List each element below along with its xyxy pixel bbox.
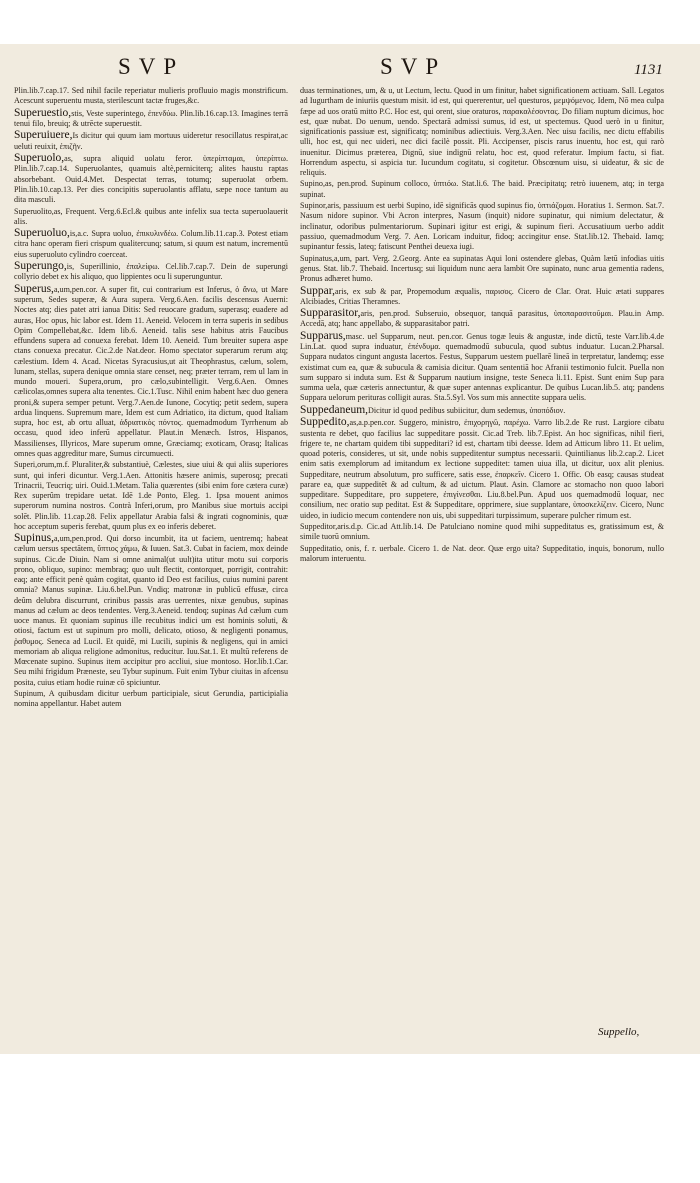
dictionary-entry: [300, 201, 664, 252]
dictionary-entry: [14, 130, 288, 152]
entry-text: Supinatus,a,um, part. Verg. 2.Georg. Ante ea supinatas Aqui loni ostendere glebas, Quàm lætū infodias uitis genus. Stat. lib.7. Thebaid. Incertusq; sui liquidum nunc aera lambit Ore supinato, nunc arua gementia radens, Pronus adhæret humo.: [300, 253, 664, 284]
entry-text: Dicitur id quod pedibus subiicitur, dum sedemus, ὑποπόδιον.: [368, 405, 566, 415]
dictionary-entry: [300, 179, 664, 200]
left-column: [14, 86, 288, 711]
dictionary-entry: [14, 86, 288, 107]
dictionary-entry: [300, 286, 664, 308]
dictionary-entry: [14, 207, 288, 228]
entry-headword: Supparasitor,: [300, 307, 361, 320]
entry-text: Suppeditatio, onis, f. r. uerbale. Cicero 1. de Nat. deor. Quæ ergo uita? Suppeditatio, inquis, bonorum, nullo malorum interuentu.: [300, 543, 664, 563]
dictionary-entry: [300, 86, 664, 178]
entry-headword: Superuestio,: [14, 106, 72, 119]
entry-headword: Superuoluo,: [14, 227, 70, 240]
entry-text: duas terminationes, um, & u, ut Lectum, lectu. Quod in um finitur, habet significationem actiuam. Sall. Legatos ad Iugurtham de iniuriis questum misit. id est, qui quererentur, uel questuros, μεμψόμενος. Idem, Nō mea culpa fæpe ad uos oratū mitto P.C. Hoc est, qui orent, siue oraturos, παρακαλέσοντας. Do filiam nuptum dicimus, hoc est, quæ nubat. Do uenum, uendo. Spectarā admissi sumus, id est, ut spectemus. Quod uerò in u finitur, significationis passiuæ est, significatq; nominibus adiectiuis. Verg.3.Aen. Nec uisu facilis, nec dictu effabilis ulli, hoc est, qui nec uideri, nec dici facilè possit. Pli. Accipenser, piscis rarus inuentu, hoc est, qui rarò inuenitur. Dicimus præterea, Dignū, siue indignū relatu, hoc est, quod referatur. Impium factu, si fiat. Horrendum aspectu, si aspicia tur. Iucundum cogitatu, si cogitetur. Obscœnum uisu, si uideatur, & sic de reliquis.: [300, 86, 664, 177]
entry-text: aris, ex sub & par, Propemodum æqualis, παρισος. Cicero de Clar. Orat. Huic ætati suppares Alcibiades, Critias Theramnes.: [300, 286, 664, 306]
entry-headword: Suppedito,: [300, 416, 350, 429]
entry-text: Is dicitur qui quum iam mortuus uideretur resocillatus respirat,ac ueluti reuixit, ἐπιζῆν.: [14, 131, 288, 151]
entry-text: Plin.lib.7.cap.17. Sed nihil facile reperiatur mulieris profluuio magis monstrificum. Acescunt superuentu musta, sterilescunt tactæ fruges,&c.: [14, 86, 288, 106]
entry-text: Suppeditor,aris.d.p. Cic.ad Att.lib.14. De Patulciano nomine quod mihi suppeditatus es, gratissimum est, & simile tuorū omnium.: [300, 521, 664, 542]
dictionary-entry: [14, 228, 288, 260]
dictionary-entry: [300, 331, 664, 404]
entry-headword: Suppedaneum,: [300, 403, 369, 416]
entry-text: is, Superillinio, ἐπαλείφω. Cel.lib.7.cap.7. Dein de superungi collyrio debet ex his aliquo, quo lippientes ocu li superunguntur.: [14, 262, 288, 282]
running-header: [0, 50, 700, 86]
entry-text: Supino,as, pen.prod. Supinum colloco, ὑπτιόω. Stat.li.6. The baid. Præcipitatq; retrò iuuenem, atq; in terga supinat.: [300, 179, 664, 199]
dictionary-entry: [14, 261, 288, 283]
entry-headword: Supinus,: [14, 532, 54, 545]
entry-headword: Superus,: [14, 282, 54, 295]
entry-text: Supinor,aris, passiuum est uerbi Supino, idē significās quod supinus fio, ὑπτιάζομαι. Horatius 1. Sermon. Sat.7. Nasum nidore supinor. Vbi Acron interpres, Nasum (inquit) nidore supinatur, qui nimium delectatur, & inclinatur, odoribus pulmentariorum. Supinari igitur est erigi, & supinum fieri. Accusatiuum uerbo addit passiuo, quemadmodum Verg. 7. Aen. Loricam induitur, fidoq; accingitur ense. Stat.lib.12. Thebaid. Iamq; supinantur fessis, lateq; fatiscunt Penthei deuexa iugi.: [300, 201, 664, 252]
catchword: Suppello,: [598, 1026, 640, 1038]
dictionary-entry: [14, 108, 288, 130]
dictionary-entry: [300, 308, 664, 330]
dictionary-entry: [14, 533, 288, 688]
dictionary-entry: [14, 153, 288, 205]
running-head-left: SVP: [118, 54, 185, 79]
right-column: [300, 86, 664, 565]
entry-text: aris, pen.prod. Subseruio, obsequor, tanquā parasitus, ὑποπαρασιτοῦμαι. Plau.in Amp. Accedā, atq; hanc appellabo, & supparasitabor patri.: [300, 309, 664, 329]
entry-text: masc. uel Supparum, neut. pen.cor. Genus togæ leuis & angustæ, inde dictū, teste Varr.lib.4.de Lin.Lat. quod supra induatur, ἐπένδυμα. quemadmodū subucula, quod subtus induatur. Lucan.2.Pharsal. Suppara nudatos cingunt angusta lacertos. Festus, Supparum uestem puellarē lineā in terpretatur, landemq; esse existimat cum ea, quæ & subucula & camisia dicitur. Quam sententiā hoc Afranii testimonio fulcit. Puella non sum supparo si induta sum. Est & Supparum nautium insigne, teste Seneca li.11. Epist. Sunt enim Sup para summa uela, quæ cæteris annectuntur, & quæ super antennas explicantur. De quibus Lucan.lib.5. atq; pandens Suppara uelorum perituras colligit auras. Sta.5.Syl. Vos sum mis annectite suppara uelis.: [300, 331, 664, 403]
entry-text: as, supra aliquid uolatu feror. ὑπερίπταμαι, ὑπερίπτω. Plin.lib.7.cap.14. Superuolantes, quamuis altè,perniciterq; alites haustu raptas absorbebant. Ouid.4.Met. Despectat terras, totumq; superuolat orbem. Plin.lib.10.cap.13. Per dies concipitis superuolantis afflatu, sæpe noce tantum au dita masculi.: [14, 154, 288, 205]
entry-text: a,um,pen.cor. A super fit, cui contrarium est Inferus, ὁ ἄνω, ut Mare superum, Sedes superæ, & Aura supera. Verg.6.Aen. facilis descensus Auerni: Noctes atq; dies patet atri ianua Ditis: Sed reuocare gradum, superasq; euadere ad auras, Hoc opus, hic labor est. Idem 11. Aeneid. Velocem in terra superis in sedibus Opim Compellebat,&c. Idem lib.6. Aeneid. talis sese habitus atris Faucibus effundens supera ad conuexa ferebat. Idem 10. Aeneid. Tum breuiter supera aspe ctans conuexa precatur. Cic.2.de Nat.deor. Homo spectator superarum rerum atq; cælestium. Idem 4. Acad. Nicetas Syracusius,ut ait Theophrastus, cælum, solem, lunam, stellas, supera denique omnia stare censet, neq; præter terram, rem ul lam in mundo moueri. Supera,orum, pro cælo,subintelligit. Verg.6.Aen. Omnes cælicolas,omnes supera alta tenentes. Cic.1.Tusc. Nihil enim habent hæc duo genera proni,& supera semper petunt. Verg.7.Aen.de Iunone, Cocytiq; petit sedem, supera ardua linquens. Supremum mare, Idem est cum Adriatico, ita dictum, quod Italiam supra, hoc est, ab ortu alluat, ἀδριατικὸς πόντος. quemadmodum Tyrrhenum ab occasu, quod ideo inferū appellatur. Plaut.in Menæch. Istros, Hispanos, Massilienses, Illyricos, Mare superum omne, Græciamq; exoticam, Orasq; Italicas omnes quas aggreditur mare, Sumus circumuecti.: [14, 284, 288, 458]
entry-headword: Superungo,: [14, 260, 67, 273]
dictionary-entry: [14, 284, 288, 459]
dictionary-entry: [300, 544, 664, 565]
running-head-right: SVP: [380, 54, 447, 79]
entry-text: Superi,orum,m.f. Pluraliter,& substantiuè, Cælestes, siue uiui & qui aliis superiores sunt, qui inferi dicuntur. Verg.1.Aen. Attonitis hæsere animis, superosq; precati Trinacrii, Teucriq; uiri. Ouid.1.Metam. Talia quærentes (sibi enim fore cætera curæ) Rex superûm trepidare uetat. Idē 1.de Ponto, Eleg. 1. Ipsa mouent animos superorum numina nostros. Contrà Inferi,orum, pro Manibus siue mortuis accipi solēt. Plin.lib. 11.cap.28. Felix appellatur Arabia falsi & ingrati cognominis, quæ hoc acceptum superis ferebat, quum plus ex eo inferis deberet.: [14, 460, 288, 531]
dictionary-entry: [300, 405, 664, 416]
entry-text: is,a.c. Supra uoluo, ἐπικυλινδέω. Colum.lib.11.cap.3. Potest etiam citra hanc operam fieri crispum qualitercunq; satum, si quum est natum, incrementū eius superuoluto cylindro coerceat.: [14, 229, 288, 259]
entry-text: a,um,pen.prod. Qui dorso incumbit, ita ut faciem, uentremq; habeat cælum uersus spectātem, ὕπτιος χάμω, & Iuuen. Sat.3. Cubat in faciem, mox deinde supinus. Cic.de Diuin. Nam si omne animal(ut uult)ita utitur motu sui corporis prono, obliquo, supino: membraq; quo uult flectit, contorquet, porrigit, contrahit: eaq; ante efficit penè quàm cogitat, quanto id Deo est facilius, cuius numini parent omnia? Manus supinæ. Liu.6.bel.Pun. Vndiq; matronæ in publicū effusæ, circa deûm delubra discurrunt, crinibus passis aras uerrentes, nixæ genubus, supinas manus ad cælum ac deos tendentes. Verg.3.Aeneid. tendoq; supinas Ad cælum cum uoce manus. Et quoniam supinus ille recubitus indici um est hominis soluti, & otiosi, factum est ut supinum pro molli, delicato, otioso, & negligenti ponamus, ῥαθυμος. Seneca ad Lucil. Et quidē, mi Lucili, supinis & negligens, qui in amici memoriam ab aliqua religione admonitus, reducitur. Iuu.Sat.1. Et multū referens de Mœcenate supino. Supinus item accipitur pro accliui, siue montoso. Hor.lib.1.Car. Seu mihi frigidum Præneste, seu Tybur supinum. Fuit enim Tybur ciuitas in afcensu posita, cuius etiam hodie ruinæ cō spiciuntur.: [14, 534, 288, 687]
dictionary-entry: [300, 522, 664, 543]
entry-headword: Superuiuere,: [14, 129, 73, 142]
entry-text: Supinum, A quibusdam dicitur uerbum participiale, sicut Gerundia, participialia nomina appellantur. Habet autem: [14, 689, 288, 709]
entry-headword: Supparus,: [300, 329, 346, 342]
dictionary-entry: [14, 689, 288, 710]
dictionary-entry: [300, 417, 664, 521]
dictionary-entry: [300, 254, 664, 285]
page-number: 1131: [634, 62, 663, 78]
entry-text: as,a.p.pen.cor. Suggero, ministro, ἐπιχορηγῶ, παρέχω. Varro lib.2.de Re rust. Largiore cibatu sustenta re debet, quo facilius lac suppeditare possit. Cic.ad Treb. lib.7.Epist. An hoc significas, nihil fieri, frigere te, ne chartam quidem tibi suppeditari? id est, chartam tibi deesse. Idem ad Atticum libro 11. Et uelim, quoad poteris, consideres, ut sit, unde nobis suppeditentur sumptus necessarii. Quintilianus lib.2.cap.2. Licet enim satis exemplorum ad imitandum ex lectione suppeditet: tamen uiua illa, ut dicitur, uox alit plenius. Suppeditare, neutrum absolutum, pro sufficere, satis esse, ἐπαρκεῖν. Cicero 1. Offic. Ob easq; causas studeat parare ea, quæ suppeditēt & ad cultum, & ad uictum. Plaut. Asin. Clamore ac stomacho non quoo labori suppeditare. Suppeditare, pro suppetere, ἐπιγίνεσθαι. Liu.8.bel.Pun. Apud uos quemadmodū loquar, nec consilium, nec oratio sup peditat. Est & Suppeditare, opprimere, siue supplantare, ὑποσκελίζειν. Cicero, Nunc uideo, in iudicio mecum contendere non uis, ubi suppeditari turpissimum, superare pulcher rimum est.: [300, 418, 664, 520]
entry-text: stis, Veste superintego, ἐπενδύω. Plin.lib.16.cap.13. Imagines terrā tenui filo, breuiq; & utrēcte superuestit.: [14, 108, 288, 128]
entry-headword: Suppar,: [300, 284, 335, 297]
entry-text: Superuolito,as, Frequent. Verg.6.Ecl.& quibus ante infelix sua tecta superuolauerit alis.: [14, 206, 288, 226]
entry-headword: Superuolo,: [14, 152, 65, 165]
dictionary-entry: [14, 460, 288, 532]
